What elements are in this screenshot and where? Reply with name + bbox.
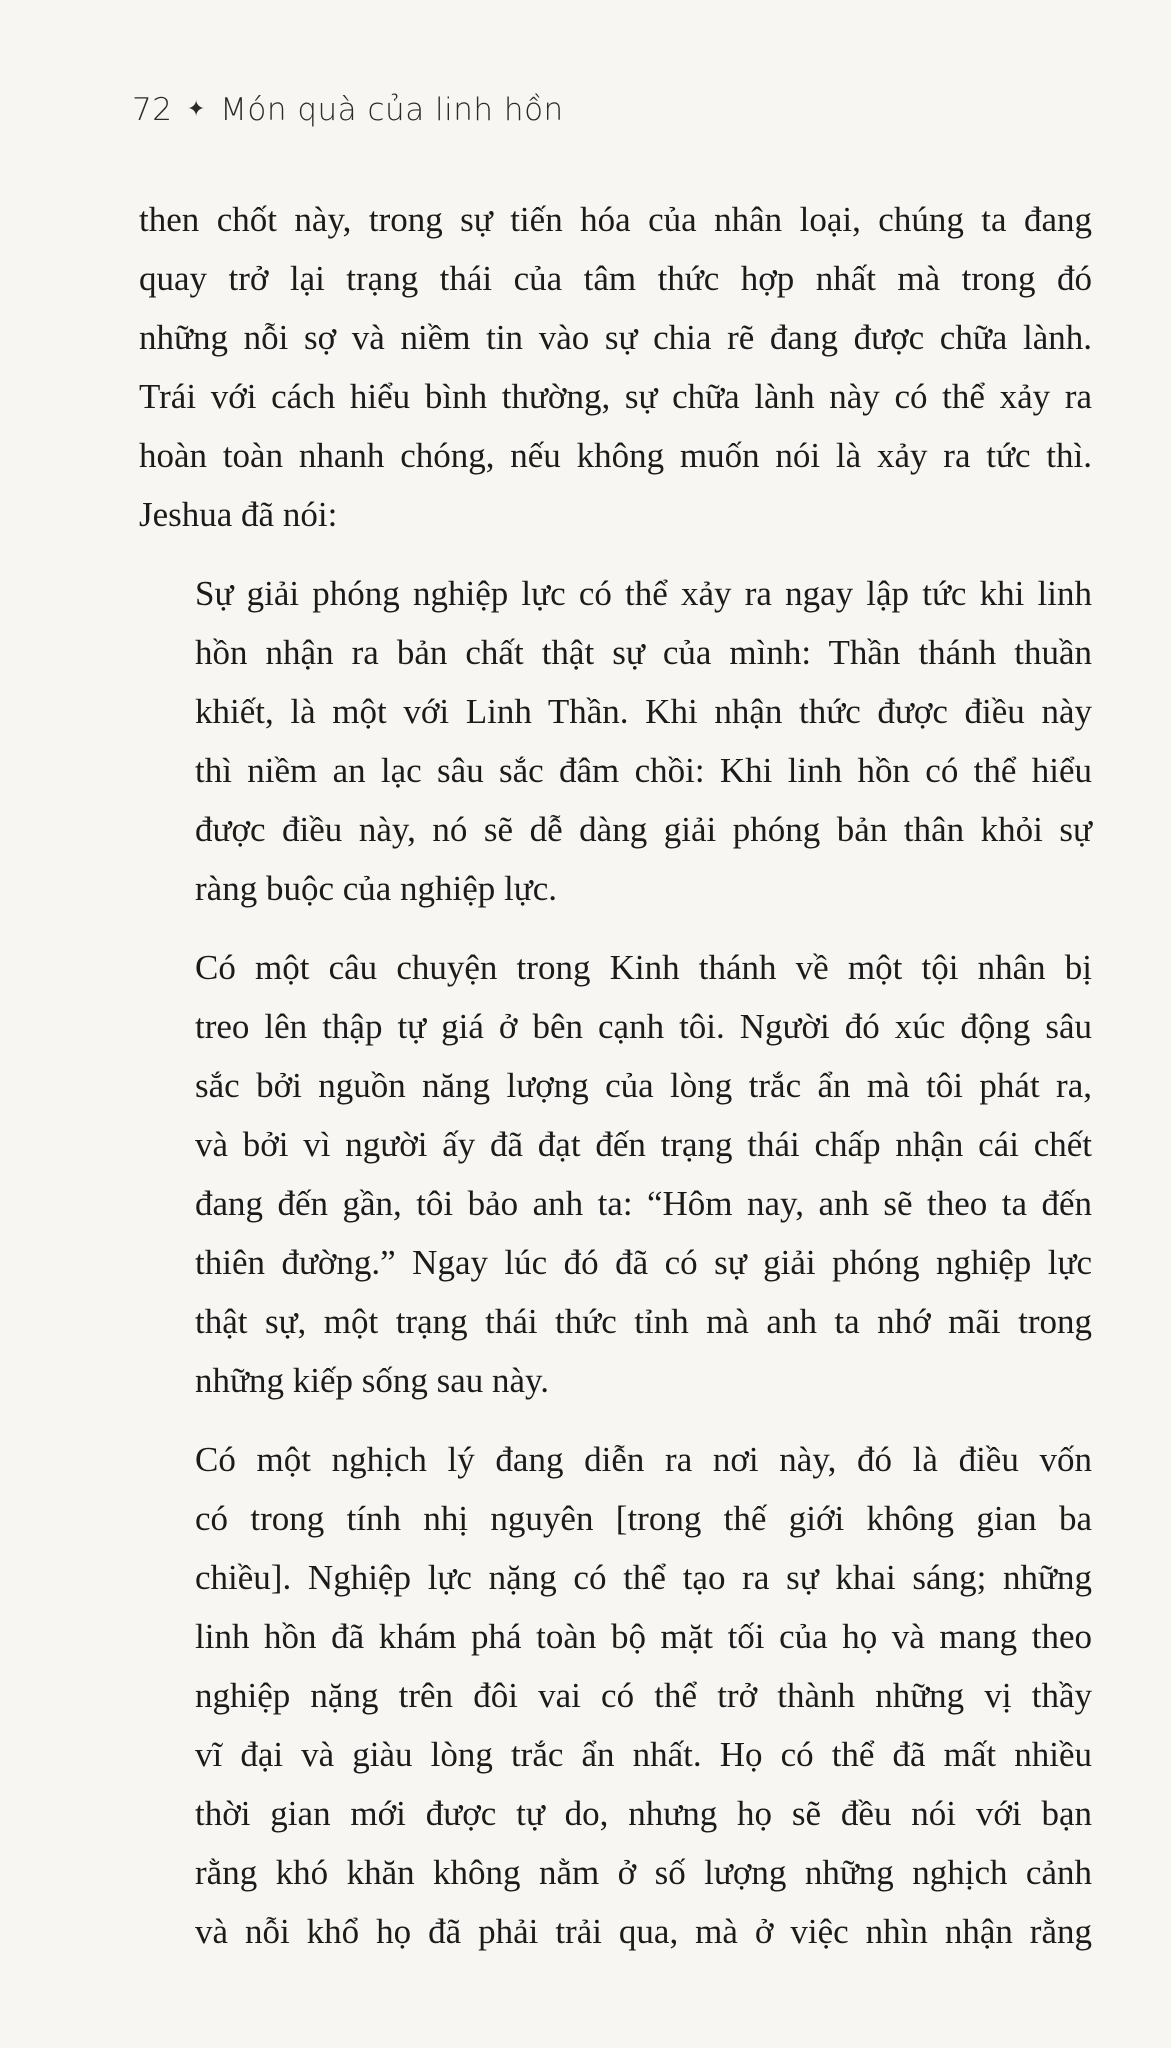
text-line: hồn nhận ra bản chất thật sự của mình: Thần thánh thuần — [195, 633, 1092, 672]
text-line: có trong tính nhị nguyên [trong thế giới không gian ba — [195, 1499, 1092, 1538]
text-line: rằng khó khăn không nằm ở số lượng những nghịch cảnh — [195, 1853, 1092, 1892]
running-head — [132, 92, 564, 128]
block-quote — [195, 564, 1092, 918]
text-line: quay trở lại trạng thái của tâm thức hợp nhất mà trong đó — [139, 259, 1092, 298]
text-line: những kiếp sống sau này. — [195, 1361, 550, 1400]
book-title: Món quà của linh hồn — [220, 92, 564, 128]
text-line: vĩ đại và giàu lòng trắc ẩn nhất. Họ có thể đã mất nhiều — [195, 1735, 1092, 1774]
text-line: nghiệp nặng trên đôi vai có thể trở thành những vị thầy — [195, 1676, 1092, 1715]
text-line: hoàn toàn nhanh chóng, nếu không muốn nói là xảy ra tức thì. — [139, 436, 1092, 475]
text-line: then chốt này, trong sự tiến hóa của nhân loại, chúng ta đang — [139, 200, 1092, 239]
text-line: linh hồn đã khám phá toàn bộ mặt tối của họ và mang theo — [195, 1617, 1092, 1656]
paragraph-intro — [139, 190, 1092, 544]
ornament-icon: ✦ — [186, 97, 206, 122]
body-text — [139, 190, 1092, 1961]
text-line: Có một nghịch lý đang diễn ra nơi này, đó là điều vốn — [195, 1440, 1092, 1479]
paragraph-story — [195, 938, 1092, 1410]
text-line: thì niềm an lạc sâu sắc đâm chồi: Khi linh hồn có thể hiểu — [195, 751, 1092, 790]
page-number: 72 — [132, 92, 173, 128]
text-line: chiều]. Nghiệp lực nặng có thể tạo ra sự khai sáng; những — [195, 1558, 1092, 1597]
text-line: thiên đường.” Ngay lúc đó đã có sự giải phóng nghiệp lực — [195, 1243, 1092, 1282]
text-line: Jeshua đã nói: — [139, 495, 338, 534]
text-line: và nỗi khổ họ đã phải trải qua, mà ở việc nhìn nhận rằng — [195, 1912, 1092, 1951]
paragraph-paradox — [195, 1430, 1092, 1961]
text-line: treo lên thập tự giá ở bên cạnh tôi. Người đó xúc động sâu — [195, 1007, 1092, 1046]
text-line: thật sự, một trạng thái thức tỉnh mà anh ta nhớ mãi trong — [195, 1302, 1092, 1341]
text-line: ràng buộc của nghiệp lực. — [195, 869, 558, 908]
text-line: được điều này, nó sẽ dễ dàng giải phóng bản thân khỏi sự — [195, 810, 1092, 849]
text-line: Trái với cách hiểu bình thường, sự chữa lành này có thể xảy ra — [139, 377, 1092, 416]
text-line: khiết, là một với Linh Thần. Khi nhận thức được điều này — [195, 692, 1092, 731]
text-line: sắc bởi nguồn năng lượng của lòng trắc ẩn mà tôi phát ra, — [195, 1066, 1092, 1105]
text-line: những nỗi sợ và niềm tin vào sự chia rẽ đang được chữa lành. — [139, 318, 1092, 357]
text-line: thời gian mới được tự do, nhưng họ sẽ đều nói với bạn — [195, 1794, 1092, 1833]
text-line: Sự giải phóng nghiệp lực có thể xảy ra ngay lập tức khi linh — [195, 574, 1092, 613]
text-line: đang đến gần, tôi bảo anh ta: “Hôm nay, anh sẽ theo ta đến — [195, 1184, 1092, 1223]
text-line: và bởi vì người ấy đã đạt đến trạng thái chấp nhận cái chết — [195, 1125, 1092, 1164]
text-line: Có một câu chuyện trong Kinh thánh về một tội nhân bị — [195, 948, 1092, 987]
